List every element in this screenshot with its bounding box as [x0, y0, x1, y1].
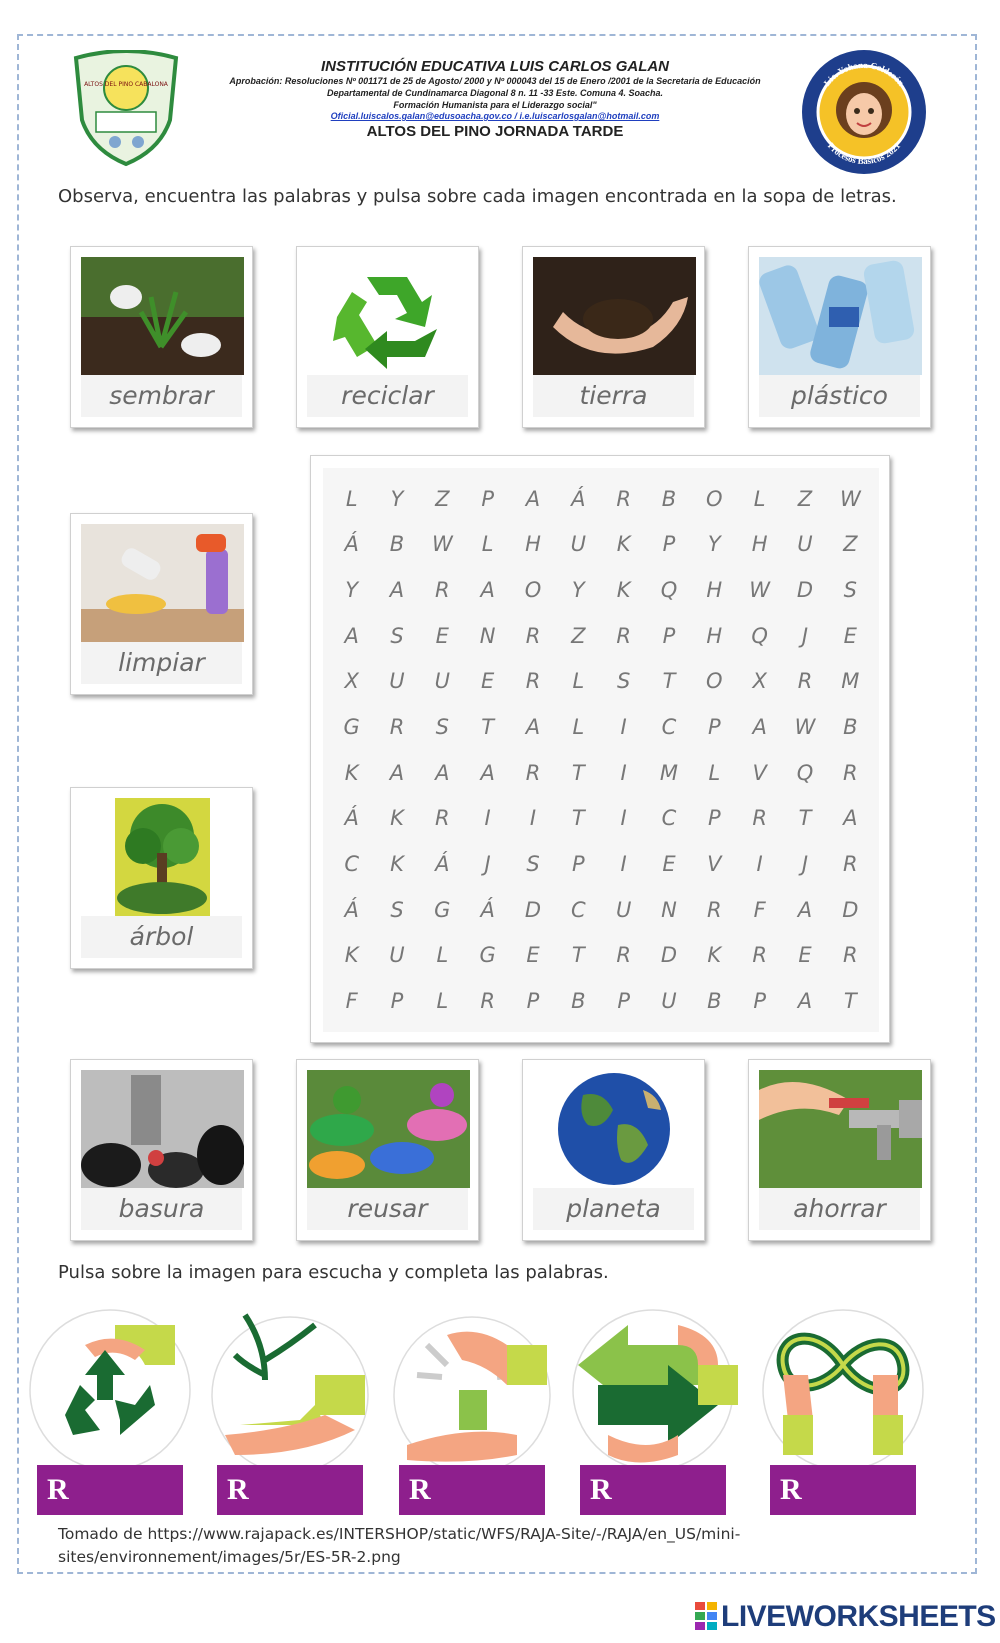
r-letter: R [399, 1465, 545, 1515]
letter-cell[interactable]: S [390, 623, 404, 648]
letter-cell[interactable]: Á [480, 897, 495, 922]
letter-cell[interactable]: R [525, 623, 541, 648]
liveworksheets-icon [695, 1602, 719, 1632]
letter-cell[interactable]: L [753, 486, 766, 511]
letter-cell[interactable]: R [752, 806, 767, 831]
letter-cell[interactable]: T [798, 806, 812, 831]
letter-cell[interactable]: B [843, 715, 858, 740]
letter-cell[interactable]: L [436, 943, 449, 968]
letter-cell[interactable]: K [707, 943, 722, 968]
letter-cell[interactable]: B [707, 989, 722, 1014]
letter-cell[interactable]: Y [390, 486, 404, 511]
letter-cell[interactable]: H [751, 532, 768, 557]
letter-cell[interactable]: E [798, 943, 812, 968]
letter-cell[interactable]: M [841, 669, 860, 694]
letter-cell[interactable]: W [839, 486, 861, 511]
letter-cell[interactable]: X [752, 669, 767, 694]
word-card-arbol[interactable] [70, 787, 253, 969]
r-letter: R [37, 1465, 183, 1515]
letter-cell[interactable]: S [435, 715, 449, 740]
tire-planters-icon [307, 1070, 470, 1188]
letter-cell[interactable]: U [389, 669, 405, 694]
letter-cell[interactable]: E [435, 623, 449, 648]
letter-cell[interactable]: I [620, 806, 627, 831]
letter-cell[interactable]: S [390, 897, 404, 922]
recycle-icon [307, 257, 470, 375]
infinity-hands-icon [758, 1305, 928, 1475]
email-2[interactable]: i.e.luiscarlosgalan@hotmail.com [519, 111, 660, 121]
letter-cell[interactable]: L [481, 532, 494, 557]
word-card-planeta[interactable] [522, 1059, 705, 1241]
letter-cell[interactable]: I [756, 852, 763, 877]
letter-cell[interactable]: I [529, 806, 537, 831]
word-label: plástico [759, 375, 920, 417]
r-letter: R [580, 1465, 726, 1515]
word-label: basura [81, 1188, 242, 1230]
instruction-listen: Pulsa sobre la imagen para escucha y completa las palabras. [58, 1262, 609, 1283]
letter-cell[interactable]: Y [707, 532, 721, 557]
letter-cell[interactable]: I [620, 715, 627, 740]
letter-cell[interactable]: Á [571, 486, 586, 511]
word-label: tierra [533, 375, 694, 417]
word-label: planeta [533, 1188, 694, 1230]
letter-cell[interactable]: C [344, 852, 359, 877]
address-line: Departamental de Cundinamarca Diagonal 8 n. 11 -33 Este. Comuna 4. Soacha. [327, 88, 663, 98]
reduce-cup-icon [387, 1305, 557, 1475]
letter-cell[interactable]: B [571, 989, 586, 1014]
letter-cell[interactable]: A [752, 715, 767, 740]
letter-cell[interactable]: C [661, 715, 677, 740]
letter-cell[interactable]: O [706, 669, 723, 694]
letter-cell[interactable]: L [436, 989, 449, 1014]
letter-cell[interactable]: U [615, 897, 632, 922]
badge-text-top: Lic. Yohana Calderón [821, 59, 907, 88]
letter-cell[interactable]: R [843, 852, 858, 877]
letter-cell[interactable]: B [389, 532, 405, 557]
letter-cell[interactable]: E [481, 669, 495, 694]
letter-cell[interactable]: Z [435, 486, 450, 511]
letter-cell[interactable]: P [753, 989, 766, 1014]
letter-cell[interactable]: K [616, 532, 631, 557]
letter-cell[interactable]: U [570, 532, 586, 557]
approval-line: Aprobación: Resoluciones Nº 001171 de 25 de Agosto/ 2000 y Nº 000043 del 15 de Enero /2001 de la Secretaria de Educación [229, 76, 761, 86]
letter-cell[interactable]: J [801, 623, 809, 648]
letter-cell[interactable]: I [620, 852, 627, 877]
letter-cell[interactable]: R [435, 806, 450, 831]
word-card-sembrar[interactable] [70, 246, 253, 428]
letter-cell[interactable]: S [526, 852, 540, 877]
letter-cell[interactable]: K [616, 578, 631, 603]
r-card-1[interactable] [25, 1305, 185, 1506]
letter-cell[interactable]: A [344, 623, 359, 648]
letter-cell[interactable]: P [571, 852, 585, 877]
letter-cell[interactable]: P [662, 623, 676, 648]
letter-cell[interactable]: S [843, 578, 857, 603]
word-label: reciclar [307, 375, 468, 417]
letter-cell[interactable]: T [571, 806, 585, 831]
letter-cell[interactable]: Z [797, 486, 813, 511]
letter-cell[interactable]: R [843, 943, 858, 968]
letter-cell[interactable]: N [479, 623, 496, 648]
letter-cell[interactable]: Á [435, 852, 450, 877]
letter-cell[interactable]: E [526, 943, 540, 968]
r-letter: R [217, 1465, 363, 1515]
teacher-badge [800, 48, 928, 176]
school-logo [70, 50, 182, 168]
letter-cell[interactable]: L [572, 669, 585, 694]
letter-cell[interactable]: A [480, 760, 495, 785]
letter-cell[interactable]: R [616, 623, 631, 648]
letter-cell[interactable]: T [481, 715, 495, 740]
brand-name: LIVEWORKSHEETS [721, 1600, 996, 1633]
instruction-search: Observa, encuentra las palabras y pulsa sobre cada imagen encontrada en la sopa de letras. [58, 186, 897, 207]
letter-cell[interactable]: T [662, 669, 676, 694]
letter-cell[interactable]: D [796, 578, 814, 603]
letter-cell[interactable]: O [706, 486, 723, 511]
letter-cell[interactable]: T [571, 760, 585, 785]
letter-cell[interactable]: R [843, 760, 858, 785]
letter-cell[interactable]: A [389, 760, 405, 785]
letter-cell[interactable]: A [797, 989, 813, 1014]
letter-cell[interactable]: P [707, 806, 721, 831]
letter-cell[interactable]: B [661, 486, 677, 511]
letter-cell[interactable]: G [479, 943, 496, 968]
letter-cell[interactable]: A [525, 486, 541, 511]
letter-cell[interactable]: P [481, 486, 494, 511]
letter-cell[interactable]: A [435, 760, 450, 785]
letter-cell[interactable]: R [707, 897, 722, 922]
letter-cell[interactable]: V [707, 852, 722, 877]
r-letter: R [770, 1465, 916, 1515]
word-card-ahorrar[interactable] [748, 1059, 931, 1241]
word-card-limpiar[interactable] [70, 513, 253, 695]
letter-cell[interactable]: P [662, 532, 676, 557]
r-card-2[interactable] [205, 1305, 365, 1506]
letter-cell[interactable]: L [572, 715, 585, 740]
letter-cell[interactable]: R [616, 943, 631, 968]
letter-cell[interactable]: P [707, 715, 721, 740]
letter-cell[interactable]: E [843, 623, 857, 648]
letter-cell[interactable]: P [617, 989, 630, 1014]
letter-cell[interactable]: D [660, 943, 678, 968]
word-card-tierra[interactable] [522, 246, 705, 428]
planting-hands-icon [81, 257, 244, 375]
letter-cell[interactable]: Á [344, 532, 359, 557]
letter-cell[interactable]: S [616, 669, 631, 694]
letter-cell[interactable]: Y [571, 578, 585, 603]
letter-cell[interactable]: Z [843, 532, 858, 557]
cleaning-icon [81, 524, 244, 642]
letter-cell[interactable]: P [390, 989, 404, 1014]
letter-cell[interactable]: K [390, 806, 404, 831]
letter-cell[interactable]: N [661, 897, 677, 922]
letter-cell[interactable]: A [797, 897, 813, 922]
letter-cell[interactable]: W [794, 715, 816, 740]
word-label: reusar [307, 1188, 468, 1230]
letter-cell[interactable]: K [344, 943, 359, 968]
word-label: ahorrar [759, 1188, 920, 1230]
garbage-bags-icon [81, 1070, 244, 1188]
letter-cell[interactable]: R [480, 989, 495, 1014]
letter-cell[interactable]: U [434, 669, 450, 694]
letter-cell[interactable]: U [661, 989, 677, 1014]
letter-cell[interactable]: G [343, 715, 360, 740]
letter-cell[interactable]: Z [571, 623, 586, 648]
letter-cell[interactable]: K [390, 852, 404, 877]
soil-hands-icon [533, 257, 696, 375]
letter-cell[interactable]: Q [751, 623, 768, 648]
word-card-basura[interactable] [70, 1059, 253, 1241]
letter-cell[interactable]: W [431, 532, 453, 557]
letter-cell[interactable]: Á [344, 897, 359, 922]
letter-cell[interactable]: R [525, 669, 541, 694]
letter-cell[interactable]: P [526, 989, 540, 1014]
word-label: sembrar [81, 375, 242, 417]
letter-cell[interactable]: A [389, 578, 405, 603]
letter-cell[interactable]: R [389, 715, 405, 740]
letter-cell[interactable]: A [843, 806, 858, 831]
letter-cell[interactable]: Q [660, 578, 678, 603]
r-card-4[interactable] [568, 1305, 728, 1506]
letter-cell[interactable]: R [797, 669, 813, 694]
word-search-grid[interactable] [323, 468, 879, 1032]
letter-cell[interactable]: C [570, 897, 586, 922]
letter-cell[interactable]: E [662, 852, 676, 877]
letter-cell[interactable]: A [480, 578, 495, 603]
email-1[interactable]: Oficial.luiscalos.galan@edusoacha.gov.co [330, 111, 512, 121]
letter-cell[interactable]: J [484, 852, 491, 877]
letter-cell[interactable]: L [345, 486, 358, 511]
letter-cell[interactable]: D [842, 897, 859, 922]
letter-cell[interactable]: K [344, 760, 359, 785]
word-search-card [310, 455, 890, 1043]
letter-cell[interactable]: X [344, 669, 359, 694]
letter-cell[interactable]: A [525, 715, 541, 740]
letter-cell[interactable]: L [708, 760, 721, 785]
recycle-hand-icon [25, 1305, 195, 1475]
letter-cell[interactable]: R [752, 943, 767, 968]
water-tap-icon [759, 1070, 922, 1188]
school-header [195, 58, 795, 140]
letter-cell[interactable]: O [524, 578, 542, 603]
letter-cell[interactable]: M [659, 760, 679, 785]
motto-line: Formación Humanista para el Liderazgo social" [393, 100, 597, 110]
letter-cell[interactable]: U [797, 532, 813, 557]
letter-cell[interactable]: D [524, 897, 542, 922]
letter-cell[interactable]: I [484, 806, 491, 831]
campus-name: ALTOS DEL PINO JORNADA TARDE [366, 123, 624, 140]
letter-cell[interactable]: H [706, 578, 723, 603]
letter-cell[interactable]: F [345, 989, 358, 1014]
globe-icon [533, 1070, 696, 1188]
logo-text: ALTOS DEL PINO CABALONA [84, 81, 168, 88]
school-name: INSTITUCIÓN EDUCATIVA LUIS CARLOS GALAN [320, 58, 670, 75]
letter-cell[interactable]: F [753, 897, 766, 922]
letter-cell[interactable]: W [749, 578, 771, 603]
email-links[interactable] [195, 111, 795, 121]
email-separator: / [512, 111, 520, 121]
letter-cell[interactable]: R [616, 486, 631, 511]
r-card-5[interactable] [758, 1305, 918, 1506]
letter-cell[interactable]: H [706, 623, 723, 648]
letter-cell[interactable]: T [843, 989, 857, 1014]
letter-cell[interactable]: I [620, 760, 627, 785]
letter-cell[interactable]: R [525, 760, 541, 785]
letter-cell[interactable]: T [571, 943, 585, 968]
letter-cell[interactable]: C [661, 806, 677, 831]
word-label: árbol [81, 916, 242, 958]
letter-cell[interactable]: R [435, 578, 450, 603]
letter-cell[interactable]: Á [344, 806, 359, 831]
word-card-reusar[interactable] [296, 1059, 479, 1241]
letter-cell[interactable]: J [801, 852, 809, 877]
r-card-3[interactable] [387, 1305, 547, 1506]
letter-cell[interactable]: Y [345, 578, 359, 603]
tree-icon [81, 798, 244, 916]
letter-cell[interactable]: V [752, 760, 767, 785]
letter-cell[interactable]: G [434, 897, 451, 922]
plant-hand-icon [205, 1305, 375, 1475]
word-card-plastico[interactable] [748, 246, 931, 428]
letter-cell[interactable]: H [525, 532, 541, 557]
source-credit: Tomado de https://www.rajapack.es/INTERSHOP/static/WFS/RAJA-Site/-/RAJA/en_US/mini-sites/environnement/images/5r/ES-5R-2.png [58, 1525, 741, 1566]
word-label: limpiar [81, 642, 242, 684]
reuse-arrows-icon [568, 1305, 738, 1475]
liveworksheets-logo[interactable] [695, 1600, 996, 1634]
letter-cell[interactable]: Q [796, 760, 814, 785]
badge-text-bottom: Procesos Básicos 2021 [825, 140, 903, 167]
letter-cell[interactable]: U [389, 943, 405, 968]
plastic-bottles-icon [759, 257, 922, 375]
word-card-reciclar[interactable] [296, 246, 479, 428]
